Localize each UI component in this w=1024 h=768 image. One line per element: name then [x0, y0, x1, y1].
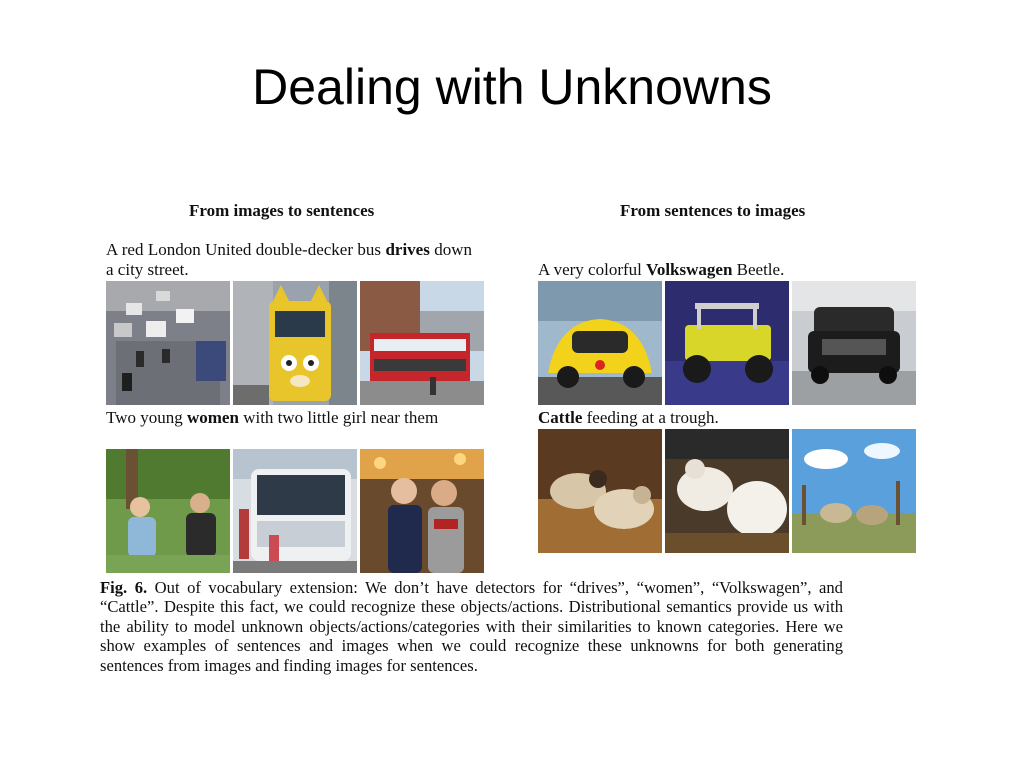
cartoon-bus-photo [233, 281, 357, 405]
women-sentence: Two young women with two little girl near them [106, 408, 439, 427]
right-column-heading: From sentences to images [620, 201, 806, 220]
slide-title: Dealing with Unknowns [252, 59, 772, 115]
figure-caption [100, 578, 843, 675]
cattle-in-hay-photo [538, 429, 662, 553]
red-double-decker-photo [360, 281, 484, 405]
women-on-grass-photo [106, 449, 230, 573]
yellow-beetle-photo [538, 281, 662, 405]
figure-label: Fig. 6. [100, 578, 148, 597]
white-cattle-photo [665, 429, 789, 553]
street-traffic-photo [106, 281, 230, 405]
volkswagen-sentence: A very colorful Volkswagen Beetle. [538, 260, 785, 279]
yellow-buggy-photo [665, 281, 789, 405]
tour-bus-photo [233, 449, 357, 573]
two-women-thumbs-up-photo [360, 449, 484, 573]
black-car-photo [792, 281, 916, 405]
figure-caption-text: Out of vocabulary extension: We don’t have detectors for “drives”, “women”, “Volkswagen”, and “Cattle”. Despite this fact, we could recognize these objects/actions. Distributional semantics provide us with the ability to model unknown objects/actions/categories with their similarities to known categories. Here we show examples of sentences and images when we could recognize these unknowns for both generating sentences from images and finding images for sentences. [100, 578, 843, 675]
cattle-field-photo [792, 429, 916, 553]
left-column-heading: From images to sentences [189, 201, 375, 220]
cattle-sentence: Cattle feeding at a trough. [538, 408, 719, 427]
bus-sentence: A red London United double-decker bus drives down a city street. [106, 240, 473, 279]
